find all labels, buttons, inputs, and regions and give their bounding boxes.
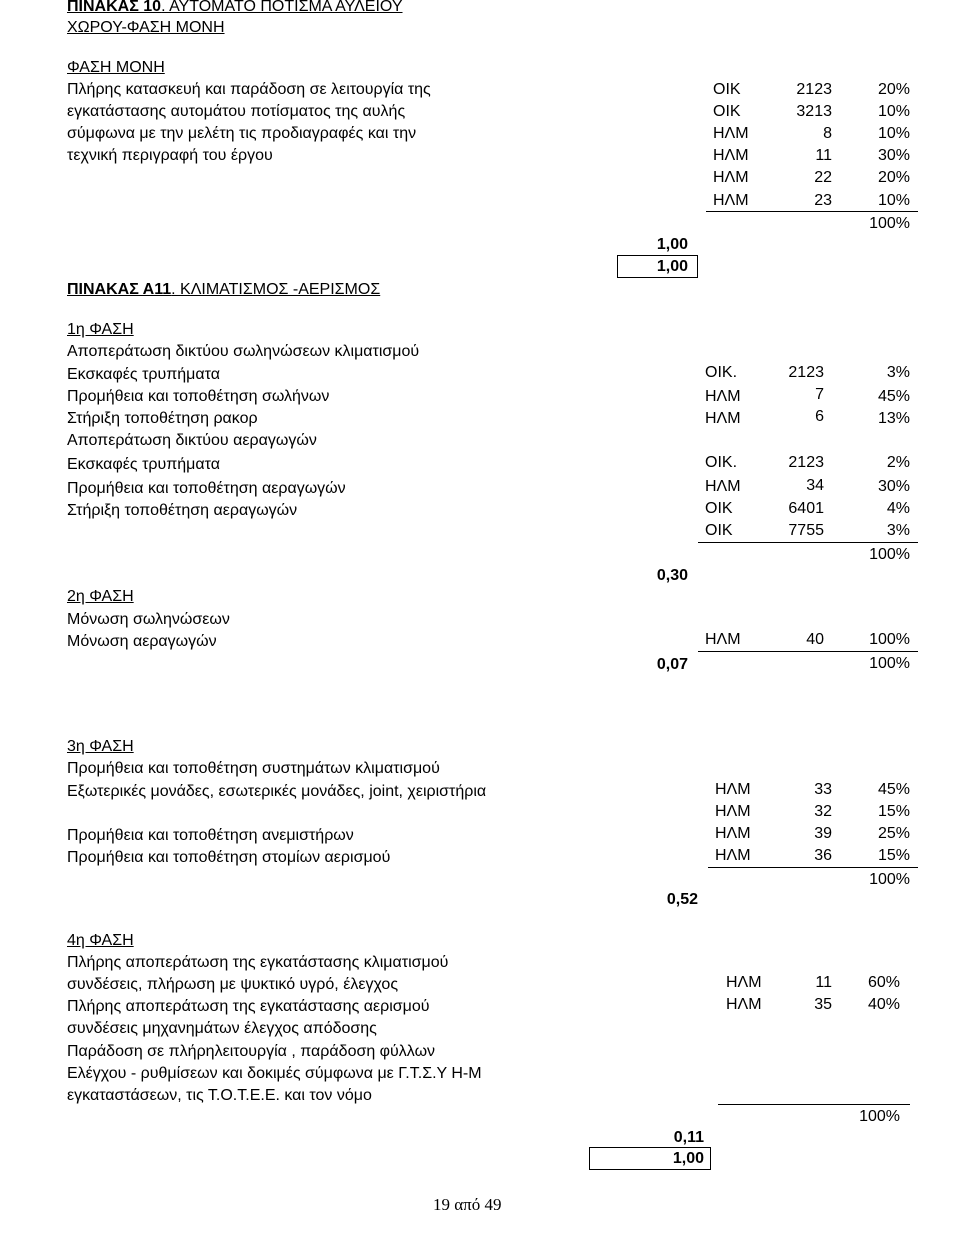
percent-cell: 30% bbox=[877, 147, 910, 164]
phase1-total-percent: 100% bbox=[869, 546, 910, 563]
phase1-line: Στήριξη τοποθέτηση ρακορ bbox=[67, 410, 258, 427]
code-cell: 2123 bbox=[788, 364, 824, 381]
code-cell: 8 bbox=[823, 125, 832, 142]
category-cell: ΗΛΜ bbox=[705, 478, 741, 495]
category-cell: ΗΛΜ bbox=[715, 847, 751, 864]
percent-cell: 20% bbox=[877, 81, 910, 98]
phase3-line: Προμήθεια και τοποθέτηση στομίων αερισμού bbox=[67, 849, 391, 866]
phase3-total-percent: 100% bbox=[869, 871, 910, 888]
category-cell: ΟΙΚ bbox=[705, 500, 733, 517]
percent-cell: 2% bbox=[886, 454, 910, 471]
page-number: 19 από 49 bbox=[433, 1195, 502, 1214]
table10-weight: 1,00 bbox=[656, 236, 688, 253]
table11-title-rest: . ΚΛΙΜΑΤΙΣΜΟΣ -ΑΕΡΙΣΜΟΣ bbox=[171, 281, 381, 298]
phase1-title: 1η ΦΑΣΗ bbox=[67, 321, 134, 338]
percent-cell: 15% bbox=[877, 803, 910, 820]
category-cell: ΟΙΚ. bbox=[705, 364, 738, 381]
category-cell: ΗΛΜ bbox=[713, 192, 749, 209]
category-cell: ΟΙΚ. bbox=[705, 454, 738, 471]
total-rule bbox=[708, 867, 918, 868]
percent-cell: 20% bbox=[877, 169, 910, 186]
code-cell: 32 bbox=[814, 803, 832, 820]
code-cell: 35 bbox=[814, 996, 832, 1013]
table10-desc-line: Πλήρης κατασκευή και παράδοση σε λειτουργία της bbox=[67, 81, 431, 98]
total-rule bbox=[698, 542, 918, 543]
category-cell: ΗΛΜ bbox=[705, 410, 741, 427]
phase1-line: Προμήθεια και τοποθέτηση αεραγωγών bbox=[67, 480, 346, 497]
category-cell: ΗΛΜ bbox=[713, 125, 749, 142]
category-cell: ΗΛΜ bbox=[713, 169, 749, 186]
table10-total-percent: 100% bbox=[869, 215, 910, 232]
category-cell: ΟΙΚ bbox=[713, 103, 741, 120]
code-cell: 6 bbox=[815, 408, 824, 425]
phase3-title: 3η ΦΑΣΗ bbox=[67, 738, 134, 755]
percent-cell: 10% bbox=[877, 192, 910, 209]
percent-cell: 15% bbox=[877, 847, 910, 864]
category-cell: ΗΛΜ bbox=[715, 803, 751, 820]
phase1-line: Προμήθεια και τοποθέτηση σωλήνων bbox=[67, 388, 330, 405]
code-cell: 7 bbox=[815, 386, 824, 403]
phase2-title: 2η ΦΑΣΗ bbox=[67, 588, 134, 605]
category-cell: ΗΛΜ bbox=[705, 388, 741, 405]
phase4-line: Πλήρης αποπεράτωση της εγκατάστασης αερισμού bbox=[67, 998, 430, 1015]
code-cell: 7755 bbox=[788, 522, 824, 539]
code-cell: 11 bbox=[815, 147, 832, 164]
phase4-line: Παράδοση σε πλήρηλειτουργία , παράδοση φύλλων bbox=[67, 1043, 436, 1060]
code-cell: 40 bbox=[806, 631, 824, 648]
percent-cell: 30% bbox=[877, 478, 910, 495]
table10-title-rest: . ΑΥΤΟΜΑΤΟ ΠΟΤΙΣΜΑ ΑΥΛΕΙΟΥ bbox=[161, 0, 403, 15]
code-cell: 11 bbox=[815, 974, 832, 991]
percent-cell: 45% bbox=[877, 388, 910, 405]
code-cell: 2123 bbox=[788, 454, 824, 471]
category-cell: ΗΛΜ bbox=[726, 974, 762, 991]
phase3-line: Προμήθεια και τοποθέτηση συστημάτων κλιματισμού bbox=[67, 760, 440, 777]
phase4-line: συνδέσεις, πλήρωση με ψυκτικό υγρό, έλεγχος bbox=[67, 976, 399, 993]
table10-desc-line: τεχνική περιγραφή του έργου bbox=[67, 147, 273, 164]
phase4-weight: 0,11 bbox=[673, 1129, 704, 1146]
table10-desc-line: εγκατάστασης αυτομάτου ποτίσματος της αυλής bbox=[67, 103, 406, 120]
phase1-line: Εκσκαφές τρυπήματα bbox=[67, 366, 220, 383]
phase4-total-percent: 100% bbox=[859, 1108, 900, 1125]
category-cell: ΟΙΚ bbox=[713, 81, 741, 98]
total-rule bbox=[706, 211, 918, 212]
category-cell: ΟΙΚ bbox=[705, 522, 733, 539]
code-cell: 33 bbox=[814, 781, 832, 798]
phase4-title: 4η ΦΑΣΗ bbox=[67, 932, 134, 949]
percent-cell: 4% bbox=[886, 500, 910, 517]
percent-cell: 100% bbox=[869, 631, 910, 648]
category-cell: ΗΛΜ bbox=[715, 825, 751, 842]
category-cell: ΗΛΜ bbox=[715, 781, 751, 798]
percent-cell: 3% bbox=[886, 364, 910, 381]
category-cell: ΗΛΜ bbox=[705, 631, 741, 648]
phase1-weight: 0,30 bbox=[656, 567, 688, 584]
phase4-line: Ελέγχου - ρυθμίσεων και δοκιμές σύμφωνα με Γ.Τ.Σ.Υ Η-Μ bbox=[67, 1065, 482, 1082]
category-cell: ΗΛΜ bbox=[713, 147, 749, 164]
phase3-weight: 0,52 bbox=[666, 891, 698, 908]
phase2-weight: 0,07 bbox=[656, 656, 688, 673]
phase1-line: Εκσκαφές τρυπήματα bbox=[67, 456, 220, 473]
code-cell: 39 bbox=[814, 825, 832, 842]
phase3-line: Εξωτερικές μονάδες, εσωτερικές μονάδες, joint, χειριστήρια bbox=[67, 783, 487, 800]
code-cell: 6401 bbox=[788, 500, 824, 517]
percent-cell: 3% bbox=[886, 522, 910, 539]
total-rule bbox=[718, 1104, 910, 1105]
table10-title-prefix: ΠΙΝΑΚΑΣ 10 bbox=[67, 0, 162, 15]
percent-cell: 40% bbox=[867, 996, 900, 1013]
phase2-line: Μόνωση σωληνώσεων bbox=[67, 611, 230, 628]
phase1-line: Αποπεράτωση δικτύου αεραγωγών bbox=[67, 432, 317, 449]
percent-cell: 10% bbox=[877, 103, 910, 120]
percent-cell: 10% bbox=[877, 125, 910, 142]
table10-phase-title: ΦΑΣΗ ΜΟΝΗ bbox=[67, 59, 165, 76]
table11-title-prefix: ΠΙΝΑΚΑΣ Α11 bbox=[67, 281, 172, 298]
table10-title bbox=[67, 0, 403, 17]
category-cell: ΗΛΜ bbox=[726, 996, 762, 1013]
percent-cell: 25% bbox=[877, 825, 910, 842]
code-cell: 2123 bbox=[796, 81, 832, 98]
phase2-total-percent: 100% bbox=[869, 655, 910, 672]
table10-desc-line: σύμφωνα με την μελέτη τις προδιαγραφές και την bbox=[67, 125, 417, 142]
code-cell: 34 bbox=[806, 477, 824, 494]
percent-cell: 13% bbox=[877, 410, 910, 427]
phase1-line: Αποπεράτωση δικτύου σωληνώσεων κλιματισμού bbox=[67, 343, 420, 360]
code-cell: 36 bbox=[814, 847, 832, 864]
code-cell: 3213 bbox=[796, 103, 832, 120]
phase4-line: Πλήρης αποπεράτωση της εγκατάστασης κλιματισμού bbox=[67, 954, 449, 971]
percent-cell: 60% bbox=[867, 974, 900, 991]
code-cell: 23 bbox=[814, 192, 832, 209]
final-boxed-total: 1,00 bbox=[672, 1150, 704, 1167]
code-cell: 22 bbox=[814, 169, 832, 186]
table10-boxed-total: 1,00 bbox=[656, 258, 688, 275]
phase4-line: συνδέσεις μηχανημάτων έλεγχος απόδοσης bbox=[67, 1020, 377, 1037]
phase3-line: Προμήθεια και τοποθέτηση ανεμιστήρων bbox=[67, 827, 354, 844]
phase2-line: Μόνωση αεραγωγών bbox=[67, 633, 217, 650]
percent-cell: 45% bbox=[877, 781, 910, 798]
table10-title-line2: ΧΩΡΟΥ-ΦΑΣΗ ΜΟΝΗ bbox=[67, 19, 225, 36]
total-rule bbox=[698, 651, 918, 652]
phase1-line: Στήριξη τοποθέτηση αεραγωγών bbox=[67, 502, 298, 519]
phase4-line: εγκαταστάσεων, τις Τ.Ο.Τ.Ε.Ε. και τον νόμο bbox=[67, 1087, 372, 1104]
table11-title bbox=[67, 280, 380, 300]
